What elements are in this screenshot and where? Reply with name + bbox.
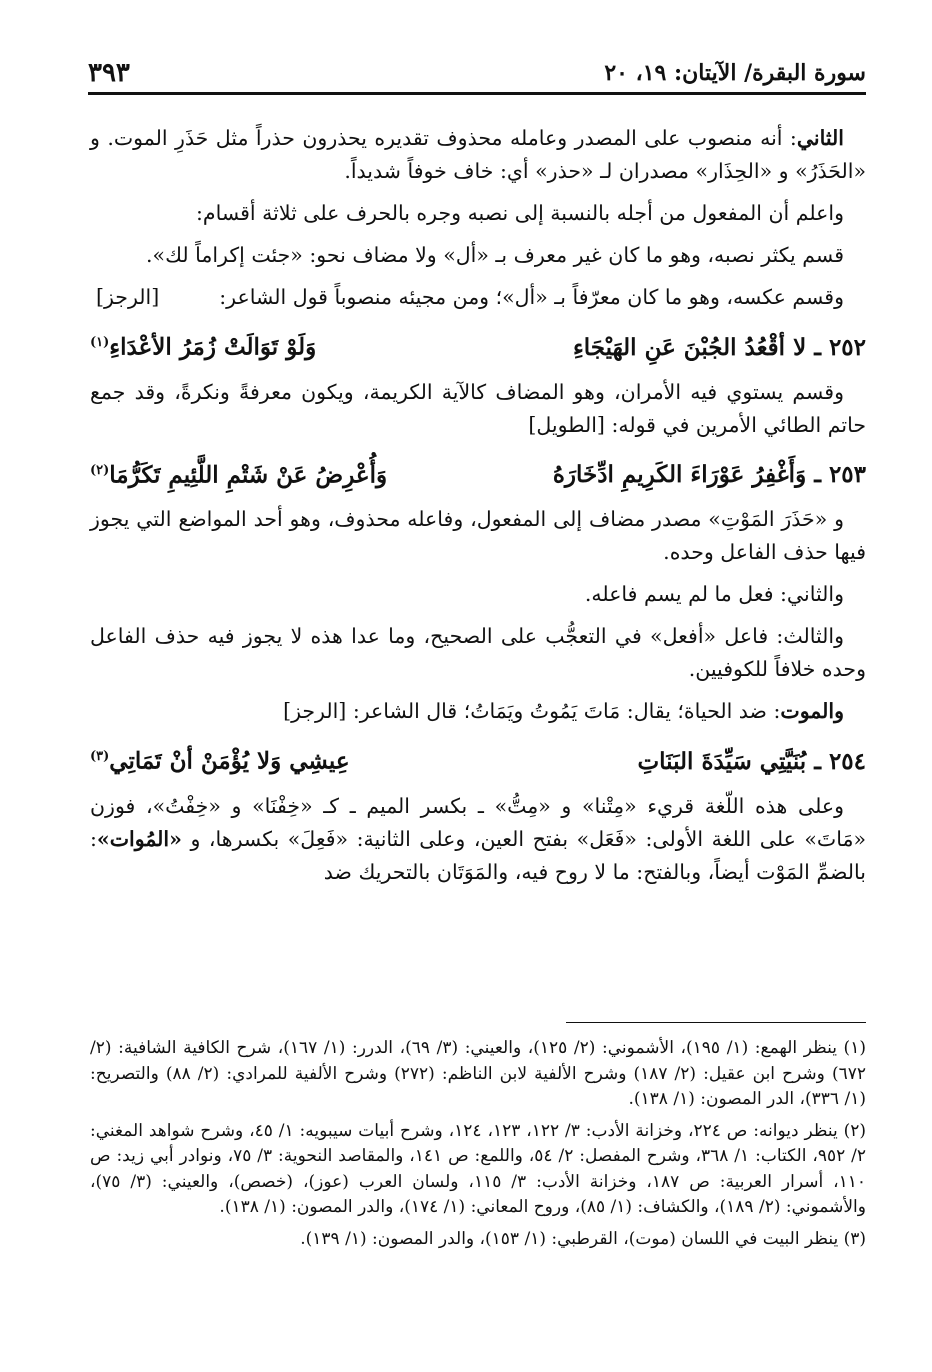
paragraph-text: : أنه منصوب على المصدر وعامله محذوف تقديره يحذرون حذراً مثل حَذَرِ الموت. و «الحَذَرُ» و «الحِذَار» مصدران لـ «حذر» أي: خاف خوفاً شديداً. [90, 126, 866, 183]
footnote: (١) ينظر الهمع: (١/ ١٩٥)، الأشموني: (٢/ ١٢٥)، والعيني: (٣/ ٦٩)، الدرر: (١/ ١٦٧)، شرح الكافية الشافية: (٢/ ٦٧٢) وشرح ابن عقيل: (٢/ ١٨٧) وشرح الألفية لابن الناظم: (٢٧٢) وشرح الألفية للمرادي: (٢/ ٨٨) والتصريح: (١/ ٣٣٦)، الدر المصون: (١/ ١٣٨). [90, 1038, 866, 1109]
verse-second-hemistich [90, 323, 448, 368]
paragraph-text: والثالث: فاعل «أفعل» في التعجُّب على الصحيح، وما عدا هذه لا يجوز فيه حذف الفاعل وحده خلافاً للكوفيين. [90, 624, 866, 682]
meter-label: [الطويل] [528, 412, 605, 437]
verse-second-hemistich [90, 451, 448, 496]
footnote: (٢) ينظر ديوانه: ص ٢٢٤، وخزانة الأدب: ٣/ ١٢٢، ١٢٣، ١٢٤، وشرح أبيات سيبويه: ١/ ٤٥، وشرح شواهد المغني: ٢/ ٩٥٢، الكتاب: ١/ ٣٦٨، وشرح المفصل: ٢/ ٥٤، واللمع: ص ١٤١، والمقاصد النحوية: ٣/ ٧٥، ونوادر أبي زيد: ص ١١٠، أسرار العربية: ص ١٨٧، وخزانة الأدب: ٣/ ١١٥، ولسان العرب (عوز)، (خصص)، والعيني: (٣/ ٧٥)، والأشموني: (٢/ ١٨٩)، والكشاف: (١/ ٨٥)، وروح المعاني: (١/ ١٧٤)، والدر المصون: (١/ ١٣٨). [90, 1120, 867, 1217]
paragraph [90, 620, 866, 686]
keyword: الثاني [796, 126, 844, 150]
verse-line [90, 323, 866, 368]
keyword: والموت [780, 699, 844, 724]
footnote-marker: (٢) [90, 462, 110, 478]
meter-label: [الرجز] [96, 285, 160, 309]
footnote: (٣) ينظر البيت في اللسان (موت)، القرطبي: (١/ ١٥٣)، والدر المصون: (١/ ١٣٩). [300, 1228, 866, 1249]
footnotes [90, 1036, 866, 1258]
verse-number: ٢٥٣ ـ [814, 461, 866, 489]
verse-second-hemistich [90, 737, 448, 782]
paragraph-text: والثاني: فعل ما لم يسم فاعله. [584, 582, 844, 607]
main-text [90, 122, 866, 898]
verse-first-hemistich: بُنَيَّتِي سَيِّدَةَ البَنَاتِ [637, 747, 807, 775]
paragraph [90, 503, 866, 569]
page-number: ٣٩٣ [88, 58, 130, 88]
paragraph-text: قسم يكثر نصبه، وهو ما كان غير معرف بـ «أل» ولا مضاف نحو: «جئت إكراماً لك». [146, 243, 844, 267]
verse-first-hemistich: وَأَغْفِرُ عَوْرَاءَ الكَرِيمِ ادِّخَارَهُ [552, 461, 807, 489]
verse-second-hemistich-text: وَأُعْرِضُ عَنْ شَتْمِ اللَّئِيمِ تَكَرُّمَا [109, 461, 388, 489]
paragraph [90, 281, 866, 314]
paragraph [90, 695, 866, 728]
keyword: «المُوات» [96, 826, 182, 851]
paragraph-text: و «حَذَرَ المَوْتِ» مصدر مضاف إلى المفعول، وفاعله محذوف، وهو أحد المواضع التي يجوز فيها حذف الفاعل وحده. [90, 507, 866, 565]
paragraph [90, 578, 866, 611]
verse-first-hemistich: لا أقْعُدُ الجُبْنَ عَنِ الهَيْجَاءِ [572, 333, 807, 361]
footnote-marker: (١) [90, 335, 110, 350]
running-title: سورة البقرة/ الآيتان: ١٩، ٢٠ [604, 60, 866, 86]
paragraph-text: : بالضمِّ المَوْت أيضاً، وبالفتح: ما لا روح فيه، والمَوَتَان بالتحريك ضد [90, 826, 866, 884]
paragraph [90, 122, 866, 188]
footnote-marker: (٣) [90, 749, 110, 765]
paragraph [90, 790, 866, 889]
paragraph-text: : ضد الحياة؛ يقال: مَاتَ يَمُوتُ ويَمَاتُ؛ قال الشاعر: [352, 699, 781, 724]
verse-line [90, 737, 866, 782]
paragraph-text: واعلم أن المفعول من أجله بالنسبة إلى نصبه وجره بالحرف على ثلاثة أقسام: [196, 201, 844, 225]
verse-line [90, 451, 866, 496]
paragraph-text: وقسم يستوي فيه الأمران، وهو المضاف كالآية الكريمة، ويكون معرفةً ونكرةً، وقد جمع حاتم الطائي الأمرين في قوله: [90, 379, 866, 437]
paragraph [90, 376, 866, 442]
paragraph [90, 197, 866, 230]
footnote-divider [566, 1022, 866, 1023]
meter-label: [الرجز] [283, 699, 347, 724]
verse-number: ٢٥٢ ـ [814, 333, 866, 361]
paragraph [90, 239, 866, 272]
paragraph-text: وقسم عكسه، وهو ما كان معرّفاً بـ «أل»؛ ومن مجيئه منصوباً قول الشاعر: [219, 285, 844, 309]
verse-second-hemistich-text: وَلَوْ تَوَالَتْ زُمَرُ الأعْدَاءِ [109, 333, 317, 361]
verse-number: ٢٥٤ ـ [814, 747, 866, 775]
paragraph-text: وعلى هذه اللّغة قريء «مِتْنا» و «مِتُّ» ـ بكسر الميم ـ كـ «خِفْنَا» و «خِفْتُ»، فوزن «مَاتَ» على اللغة الأولى: «فَعَل» بفتح العين، وعلى الثانية: «فَعِلَ» بكسرها، و [90, 793, 866, 851]
verse-second-hemistich-text: عِيشِي وَلا يُؤْمَنْ أنْ تَمَاتِي [109, 747, 350, 775]
page-header [88, 58, 866, 95]
